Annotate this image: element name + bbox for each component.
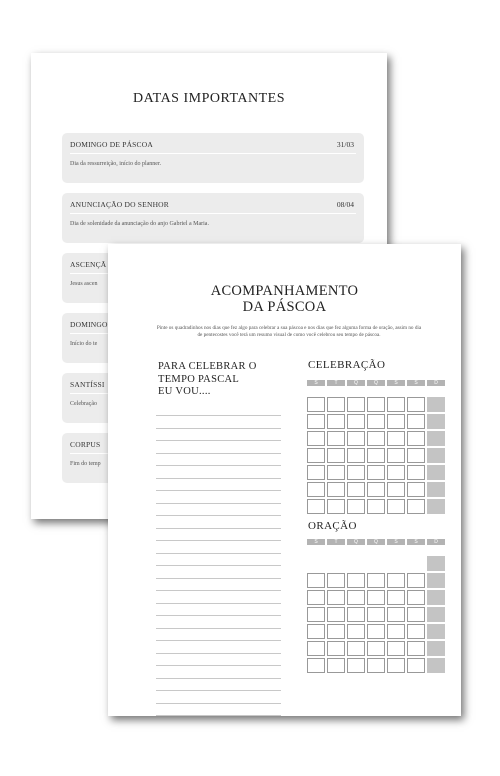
writing-line [156, 528, 281, 529]
writing-line [156, 415, 281, 416]
day-checkbox[interactable] [407, 607, 425, 622]
date-card-date: 31/03 [336, 140, 354, 149]
date-card-title: DOMINGO DE PÁSCOA [70, 140, 153, 149]
day-checkbox[interactable] [347, 465, 365, 480]
date-card-title: SANTÍSSI [70, 380, 105, 389]
day-checkbox[interactable] [407, 658, 425, 673]
writing-line [156, 453, 281, 454]
day-checkbox[interactable] [307, 448, 325, 463]
writing-line [156, 503, 281, 504]
date-card-title: ANUNCIAÇÃO DO SENHOR [70, 200, 170, 209]
writing-line [156, 615, 281, 616]
sunday-cell[interactable] [427, 465, 445, 480]
day-checkbox[interactable] [407, 414, 425, 429]
page-title [108, 283, 461, 315]
day-checkbox[interactable] [307, 641, 325, 656]
easter-tracker-page [108, 244, 461, 716]
day-checkbox[interactable] [387, 658, 405, 673]
day-checkbox[interactable] [387, 482, 405, 497]
day-checkbox[interactable] [327, 573, 345, 588]
sunday-cell[interactable] [427, 448, 445, 463]
writing-line [156, 640, 281, 641]
day-checkbox[interactable] [327, 658, 345, 673]
day-checkbox[interactable] [407, 573, 425, 588]
date-card-description: Celebração [70, 401, 97, 407]
day-checkbox[interactable] [387, 448, 405, 463]
day-checkbox[interactable] [367, 499, 385, 514]
writing-line [156, 603, 281, 604]
day-checkbox[interactable] [327, 465, 345, 480]
day-checkbox[interactable] [307, 590, 325, 605]
day-checkbox[interactable] [367, 431, 385, 446]
weekday-header: Q [347, 380, 365, 386]
day-checkbox[interactable] [307, 573, 325, 588]
day-checkbox[interactable] [327, 499, 345, 514]
day-checkbox[interactable] [327, 624, 345, 639]
weekday-header: T [327, 380, 345, 386]
day-checkbox[interactable] [347, 499, 365, 514]
title-line: DA PÁSCOA [242, 299, 327, 315]
day-checkbox[interactable] [387, 624, 405, 639]
day-checkbox[interactable] [307, 397, 325, 412]
date-card-title: DOMINGO [70, 320, 108, 329]
day-checkbox[interactable] [367, 607, 385, 622]
weekday-header: S [307, 380, 325, 386]
day-checkbox[interactable] [407, 397, 425, 412]
date-card-annunciation [62, 193, 364, 243]
day-checkbox[interactable] [407, 465, 425, 480]
empty-slot [387, 556, 405, 571]
day-checkbox[interactable] [407, 590, 425, 605]
day-checkbox[interactable] [347, 414, 365, 429]
day-checkbox[interactable] [407, 641, 425, 656]
date-card-description: Jesus ascen [70, 281, 98, 287]
day-checkbox[interactable] [387, 414, 405, 429]
writing-line [156, 715, 281, 716]
writing-line [156, 490, 281, 491]
prompt-line: EU VOU.... [158, 386, 211, 397]
day-checkbox[interactable] [387, 499, 405, 514]
date-card-title: CORPUS [70, 440, 101, 449]
writing-line [156, 653, 281, 654]
weekday-header: Q [367, 380, 385, 386]
day-checkbox[interactable] [327, 431, 345, 446]
date-card-date: 08/04 [336, 200, 354, 209]
day-checkbox[interactable] [327, 607, 345, 622]
writing-line [156, 703, 281, 704]
day-checkbox[interactable] [347, 590, 365, 605]
sunday-cell[interactable] [427, 590, 445, 605]
day-checkbox[interactable] [327, 482, 345, 497]
writing-line [156, 665, 281, 666]
day-checkbox[interactable] [367, 482, 385, 497]
writing-line [156, 440, 281, 441]
day-checkbox[interactable] [367, 590, 385, 605]
sunday-cell[interactable] [427, 431, 445, 446]
sunday-cell[interactable] [427, 658, 445, 673]
day-checkbox[interactable] [387, 607, 405, 622]
day-checkbox[interactable] [387, 590, 405, 605]
writing-line [156, 465, 281, 466]
prayer-grid [307, 539, 445, 673]
day-checkbox[interactable] [327, 590, 345, 605]
celebration-grid [307, 380, 445, 514]
day-checkbox[interactable] [307, 624, 325, 639]
day-checkbox[interactable] [407, 499, 425, 514]
day-checkbox[interactable] [367, 397, 385, 412]
weekday-header: S [407, 539, 425, 545]
day-checkbox[interactable] [347, 658, 365, 673]
writing-line [156, 565, 281, 566]
empty-slot [367, 556, 385, 571]
sunday-cell[interactable] [427, 414, 445, 429]
empty-slot [347, 556, 365, 571]
day-checkbox[interactable] [367, 465, 385, 480]
divider [70, 153, 356, 154]
empty-slot [307, 556, 325, 571]
sunday-cell[interactable] [427, 607, 445, 622]
writing-line [156, 678, 281, 679]
day-checkbox[interactable] [407, 624, 425, 639]
prompt-line: PARA CELEBRAR O [158, 361, 257, 372]
sunday-cell[interactable] [427, 397, 445, 412]
day-checkbox[interactable] [347, 607, 365, 622]
day-checkbox[interactable] [367, 624, 385, 639]
writing-line [156, 578, 281, 579]
day-checkbox[interactable] [307, 431, 325, 446]
writing-line [156, 553, 281, 554]
day-checkbox[interactable] [327, 641, 345, 656]
date-card-title: ASCENÇÃ [70, 260, 107, 269]
page-title: DATAS IMPORTANTES [132, 91, 286, 106]
sunday-cell[interactable] [427, 624, 445, 639]
day-checkbox[interactable] [307, 607, 325, 622]
writing-line [156, 540, 281, 541]
date-card-description: Fim do temp [70, 461, 101, 467]
day-checkbox[interactable] [387, 573, 405, 588]
weekday-header: S [387, 380, 405, 386]
weekday-header: Q [347, 539, 365, 545]
intro-text: Pinte os quadradinhos nos dias que fez algo para celebrar a sua páscoa e nos dias que fez alguma forma de oração, assim no dia de pentecostes você terá um resumo visual de como você celebrou seu tempo de páscoa. [156, 325, 422, 338]
writing-line [156, 690, 281, 691]
day-checkbox[interactable] [367, 573, 385, 588]
day-checkbox[interactable] [347, 397, 365, 412]
sunday-cell[interactable] [427, 499, 445, 514]
sunday-cell[interactable] [427, 573, 445, 588]
day-checkbox[interactable] [347, 641, 365, 656]
day-checkbox[interactable] [327, 414, 345, 429]
writing-line [156, 628, 281, 629]
day-checkbox[interactable] [367, 658, 385, 673]
day-checkbox[interactable] [327, 397, 345, 412]
writing-line [156, 515, 281, 516]
day-checkbox[interactable] [367, 414, 385, 429]
day-checkbox[interactable] [307, 499, 325, 514]
title-line: ACOMPANHAMENTO [210, 283, 359, 299]
day-checkbox[interactable] [307, 414, 325, 429]
day-checkbox[interactable] [307, 482, 325, 497]
day-checkbox[interactable] [387, 397, 405, 412]
date-card-description: Dia de solenidade da anunciação do anjo Gabriel a Maria. [70, 221, 209, 227]
day-checkbox[interactable] [367, 641, 385, 656]
weekday-header: S [387, 539, 405, 545]
weekday-header: S [307, 539, 325, 545]
day-checkbox[interactable] [407, 448, 425, 463]
weekday-header: Q [367, 539, 385, 545]
celebration-prompt [158, 361, 257, 399]
day-checkbox[interactable] [307, 658, 325, 673]
weekday-header: T [327, 539, 345, 545]
sunday-cell[interactable] [427, 641, 445, 656]
date-card-easter [62, 133, 364, 183]
day-checkbox[interactable] [327, 448, 345, 463]
day-checkbox[interactable] [347, 431, 365, 446]
prayer-title: ORAÇÃO [308, 520, 357, 532]
sunday-cell[interactable] [427, 556, 445, 571]
day-checkbox[interactable] [367, 448, 385, 463]
empty-slot [407, 556, 425, 571]
celebration-title: CELEBRAÇÃO [308, 359, 386, 371]
prompt-line: TEMPO PASCAL [158, 373, 240, 385]
divider [70, 213, 356, 214]
day-checkbox[interactable] [387, 641, 405, 656]
sunday-cell[interactable] [427, 482, 445, 497]
day-checkbox[interactable] [407, 482, 425, 497]
weekday-header: D [427, 539, 445, 545]
weekday-header: D [427, 380, 445, 386]
weekday-header: S [407, 380, 425, 386]
writing-line [156, 590, 281, 591]
day-checkbox[interactable] [407, 431, 425, 446]
day-checkbox[interactable] [347, 573, 365, 588]
day-checkbox[interactable] [347, 624, 365, 639]
date-card-description: Início do te [70, 341, 98, 347]
writing-line [156, 478, 281, 479]
day-checkbox[interactable] [307, 465, 325, 480]
day-checkbox[interactable] [347, 482, 365, 497]
writing-line [156, 428, 281, 429]
day-checkbox[interactable] [347, 448, 365, 463]
date-card-description: Dia da ressurreição, início do planner. [70, 161, 162, 167]
day-checkbox[interactable] [387, 465, 405, 480]
day-checkbox[interactable] [387, 431, 405, 446]
empty-slot [327, 556, 345, 571]
